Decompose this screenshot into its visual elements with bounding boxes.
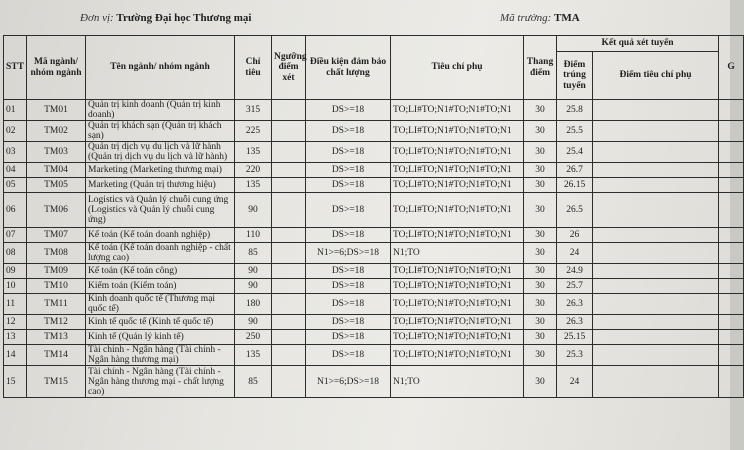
cell-score: 25.3 (557, 345, 593, 366)
cell-code: TM14 (27, 345, 86, 366)
cell-threshold (272, 264, 306, 279)
cell-threshold (272, 330, 306, 345)
cell-sub-score (593, 315, 719, 330)
cell-stt: 08 (4, 243, 27, 264)
cell-criteria: TO;LI#TO;N1#TO;N1#TO;N1 (391, 294, 524, 315)
cell-code: TM08 (27, 243, 86, 264)
col-header-g: G (719, 36, 744, 100)
cell-name: Tài chính - Ngân hàng (Tài chính - Ngân hàng thương mại - chất lượng cao) (86, 366, 235, 398)
cell-scale: 30 (524, 193, 557, 228)
cell-score: 25.7 (557, 279, 593, 294)
col-header-threshold: Ngưỡng điểm xét (272, 36, 306, 100)
cell-quota: 180 (235, 294, 272, 315)
cell-condition: DS>=18 (306, 330, 391, 345)
cell-g (719, 163, 744, 178)
table-row (4, 330, 744, 345)
table-row (4, 294, 744, 315)
cell-stt: 13 (4, 330, 27, 345)
cell-condition: N1>=6;DS>=18 (306, 243, 391, 264)
cell-quota: 90 (235, 279, 272, 294)
cell-quota: 85 (235, 366, 272, 398)
cell-criteria: N1;TO (391, 243, 524, 264)
cell-stt: 02 (4, 121, 27, 142)
cell-threshold (272, 279, 306, 294)
cell-condition: DS>=18 (306, 315, 391, 330)
cell-stt: 04 (4, 163, 27, 178)
col-header-criteria: Tiêu chí phụ (391, 36, 524, 100)
cell-score: 26.3 (557, 294, 593, 315)
cell-stt: 03 (4, 142, 27, 163)
cell-g (719, 228, 744, 243)
cell-scale: 30 (524, 178, 557, 193)
cell-quota: 315 (235, 100, 272, 121)
cell-sub-score (593, 142, 719, 163)
table-row (4, 193, 744, 228)
cell-g (719, 193, 744, 228)
table-row (4, 243, 744, 264)
cell-name: Quản trị dịch vụ du lịch và lữ hành (Quản trị dịch vụ du lịch và lữ hành) (86, 142, 235, 163)
cell-sub-score (593, 193, 719, 228)
cell-quota: 135 (235, 142, 272, 163)
cell-criteria: TO;LI#TO;N1#TO;N1#TO;N1 (391, 330, 524, 345)
cell-g (719, 279, 744, 294)
cell-code: TM07 (27, 228, 86, 243)
cell-threshold (272, 142, 306, 163)
cell-sub-score (593, 279, 719, 294)
col-header-name: Tên ngành/ nhóm ngành (86, 36, 235, 100)
cell-name: Kế toán (Kế toán doanh nghiệp) (86, 228, 235, 243)
cell-scale: 30 (524, 142, 557, 163)
cell-quota: 250 (235, 330, 272, 345)
table-row (4, 315, 744, 330)
cell-score: 24.9 (557, 264, 593, 279)
cell-criteria: TO;LI#TO;N1#TO;N1#TO;N1 (391, 345, 524, 366)
cell-criteria: TO;LI#TO;N1#TO;N1#TO;N1 (391, 279, 524, 294)
col-header-results-group: Kết quả xét tuyển (557, 36, 719, 52)
cell-condition: DS>=18 (306, 279, 391, 294)
cell-criteria: TO;LI#TO;N1#TO;N1#TO;N1 (391, 100, 524, 121)
cell-g (719, 345, 744, 366)
cell-quota: 135 (235, 345, 272, 366)
cell-stt: 11 (4, 294, 27, 315)
cell-stt: 06 (4, 193, 27, 228)
cell-threshold (272, 243, 306, 264)
col-header-sub-score: Điểm tiêu chí phụ (593, 52, 719, 100)
cell-code: TM13 (27, 330, 86, 345)
cell-score: 25.15 (557, 330, 593, 345)
table-row (4, 264, 744, 279)
unit-label: Đơn vị: (80, 12, 114, 24)
cell-score: 26.7 (557, 163, 593, 178)
cell-sub-score (593, 121, 719, 142)
cell-scale: 30 (524, 121, 557, 142)
cell-score: 25.4 (557, 142, 593, 163)
table-row (4, 345, 744, 366)
cell-quota: 225 (235, 121, 272, 142)
cell-score: 26.5 (557, 193, 593, 228)
col-header-code: Mã ngành/ nhóm ngành (27, 36, 86, 100)
cell-quota: 220 (235, 163, 272, 178)
school-code-line (500, 12, 580, 24)
cell-score: 25.5 (557, 121, 593, 142)
cell-quota: 110 (235, 228, 272, 243)
cell-name: Quản trị khách sạn (Quản trị khách sạn) (86, 121, 235, 142)
table-row (4, 142, 744, 163)
cell-code: TM12 (27, 315, 86, 330)
cell-name: Kế toán (Kế toán doanh nghiệp - chất lượng cao) (86, 243, 235, 264)
cell-condition: DS>=18 (306, 100, 391, 121)
table-row (4, 279, 744, 294)
table-row (4, 178, 744, 193)
cell-g (719, 264, 744, 279)
cell-g (719, 330, 744, 345)
cell-stt: 15 (4, 366, 27, 398)
col-header-scale: Thang điểm (524, 36, 557, 100)
cell-score: 25.8 (557, 100, 593, 121)
table-body (4, 100, 744, 398)
table-row (4, 163, 744, 178)
cell-scale: 30 (524, 279, 557, 294)
cell-threshold (272, 163, 306, 178)
cell-scale: 30 (524, 294, 557, 315)
col-header-score: Điểm trúng tuyển (557, 52, 593, 100)
cell-threshold (272, 345, 306, 366)
cell-threshold (272, 315, 306, 330)
table-row (4, 228, 744, 243)
cell-score: 26 (557, 228, 593, 243)
cell-stt: 10 (4, 279, 27, 294)
col-header-stt: STT (4, 36, 27, 100)
cell-scale: 30 (524, 228, 557, 243)
cell-g (719, 100, 744, 121)
cell-stt: 12 (4, 315, 27, 330)
cell-code: TM02 (27, 121, 86, 142)
school-code-label: Mã trường: (500, 12, 552, 24)
cell-code: TM09 (27, 264, 86, 279)
unit-line (80, 12, 251, 24)
cell-stt: 09 (4, 264, 27, 279)
cell-stt: 05 (4, 178, 27, 193)
cell-condition: DS>=18 (306, 228, 391, 243)
cell-threshold (272, 294, 306, 315)
unit-value: Trường Đại học Thương mại (116, 12, 252, 24)
cell-scale: 30 (524, 345, 557, 366)
cell-condition: DS>=18 (306, 193, 391, 228)
cell-sub-score (593, 345, 719, 366)
cell-scale: 30 (524, 315, 557, 330)
cell-score: 24 (557, 243, 593, 264)
cell-code: TM06 (27, 193, 86, 228)
cell-sub-score (593, 264, 719, 279)
cell-code: TM03 (27, 142, 86, 163)
cell-name: Kinh doanh quốc tế (Thương mại quốc tế) (86, 294, 235, 315)
cell-condition: DS>=18 (306, 345, 391, 366)
cell-code: TM01 (27, 100, 86, 121)
col-header-condition: Điều kiện đảm bảo chất lượng (306, 36, 391, 100)
cell-criteria: TO;LI#TO;N1#TO;N1#TO;N1 (391, 178, 524, 193)
cell-quota: 85 (235, 243, 272, 264)
cell-name: Quản trị kinh doanh (Quản trị kinh doanh) (86, 100, 235, 121)
cell-g (719, 121, 744, 142)
cell-sub-score (593, 366, 719, 398)
cell-g (719, 315, 744, 330)
cell-threshold (272, 366, 306, 398)
cell-condition: N1>=6;DS>=18 (306, 366, 391, 398)
cell-scale: 30 (524, 330, 557, 345)
cell-stt: 07 (4, 228, 27, 243)
cell-g (719, 178, 744, 193)
cell-quota: 90 (235, 193, 272, 228)
cell-name: Kinh tế (Quản lý kinh tế) (86, 330, 235, 345)
cell-score: 24 (557, 366, 593, 398)
cell-condition: DS>=18 (306, 294, 391, 315)
cell-name: Kiểm toán (Kiểm toán) (86, 279, 235, 294)
cell-criteria: TO;LI#TO;N1#TO;N1#TO;N1 (391, 228, 524, 243)
cell-code: TM11 (27, 294, 86, 315)
cell-scale: 30 (524, 100, 557, 121)
cell-sub-score (593, 330, 719, 345)
cell-code: TM05 (27, 178, 86, 193)
cell-condition: DS>=18 (306, 178, 391, 193)
col-header-quota: Chỉ tiêu (235, 36, 272, 100)
cell-stt: 01 (4, 100, 27, 121)
cell-quota: 90 (235, 315, 272, 330)
cell-name: Kinh tế quốc tế (Kinh tế quốc tế) (86, 315, 235, 330)
cell-threshold (272, 100, 306, 121)
cell-name: Tài chính - Ngân hàng (Tài chính - Ngân hàng thương mại) (86, 345, 235, 366)
cell-criteria: TO;LI#TO;N1#TO;N1#TO;N1 (391, 142, 524, 163)
cell-code: TM10 (27, 279, 86, 294)
cell-sub-score (593, 163, 719, 178)
cell-score: 26.3 (557, 315, 593, 330)
cell-scale: 30 (524, 163, 557, 178)
cell-g (719, 142, 744, 163)
cell-sub-score (593, 100, 719, 121)
cell-sub-score (593, 294, 719, 315)
cell-name: Marketing (Marketing thương mại) (86, 163, 235, 178)
cell-criteria: N1;TO (391, 366, 524, 398)
cell-criteria: TO;LI#TO;N1#TO;N1#TO;N1 (391, 315, 524, 330)
cell-sub-score (593, 243, 719, 264)
cell-criteria: TO;LI#TO;N1#TO;N1#TO;N1 (391, 163, 524, 178)
table-row (4, 121, 744, 142)
school-code-value: TMA (554, 12, 580, 24)
cell-condition: DS>=18 (306, 121, 391, 142)
cell-stt: 14 (4, 345, 27, 366)
cell-scale: 30 (524, 264, 557, 279)
cell-scale: 30 (524, 243, 557, 264)
cell-sub-score (593, 228, 719, 243)
table-row (4, 100, 744, 121)
cell-name: Marketing (Quản trị thương hiệu) (86, 178, 235, 193)
cell-name: Kế toán (Kế toán công) (86, 264, 235, 279)
cell-g (719, 243, 744, 264)
cell-name: Logistics và Quản lý chuỗi cung ứng (Logistics và Quản lý chuỗi cung ứng) (86, 193, 235, 228)
cell-g (719, 366, 744, 398)
cell-threshold (272, 193, 306, 228)
cell-g (719, 294, 744, 315)
cell-score: 26.15 (557, 178, 593, 193)
cell-threshold (272, 178, 306, 193)
cell-condition: DS>=18 (306, 163, 391, 178)
cell-criteria: TO;LI#TO;N1#TO;N1#TO;N1 (391, 193, 524, 228)
cell-scale: 30 (524, 366, 557, 398)
cell-condition: DS>=18 (306, 142, 391, 163)
table-header (4, 36, 744, 100)
cell-threshold (272, 121, 306, 142)
cell-condition: DS>=18 (306, 264, 391, 279)
cell-threshold (272, 228, 306, 243)
cell-criteria: TO;LI#TO;N1#TO;N1#TO;N1 (391, 264, 524, 279)
cell-quota: 135 (235, 178, 272, 193)
cell-sub-score (593, 178, 719, 193)
cell-quota: 90 (235, 264, 272, 279)
admission-table (3, 35, 744, 398)
cell-code: TM04 (27, 163, 86, 178)
table-row (4, 366, 744, 398)
cell-code: TM15 (27, 366, 86, 398)
cell-criteria: TO;LI#TO;N1#TO;N1#TO;N1 (391, 121, 524, 142)
